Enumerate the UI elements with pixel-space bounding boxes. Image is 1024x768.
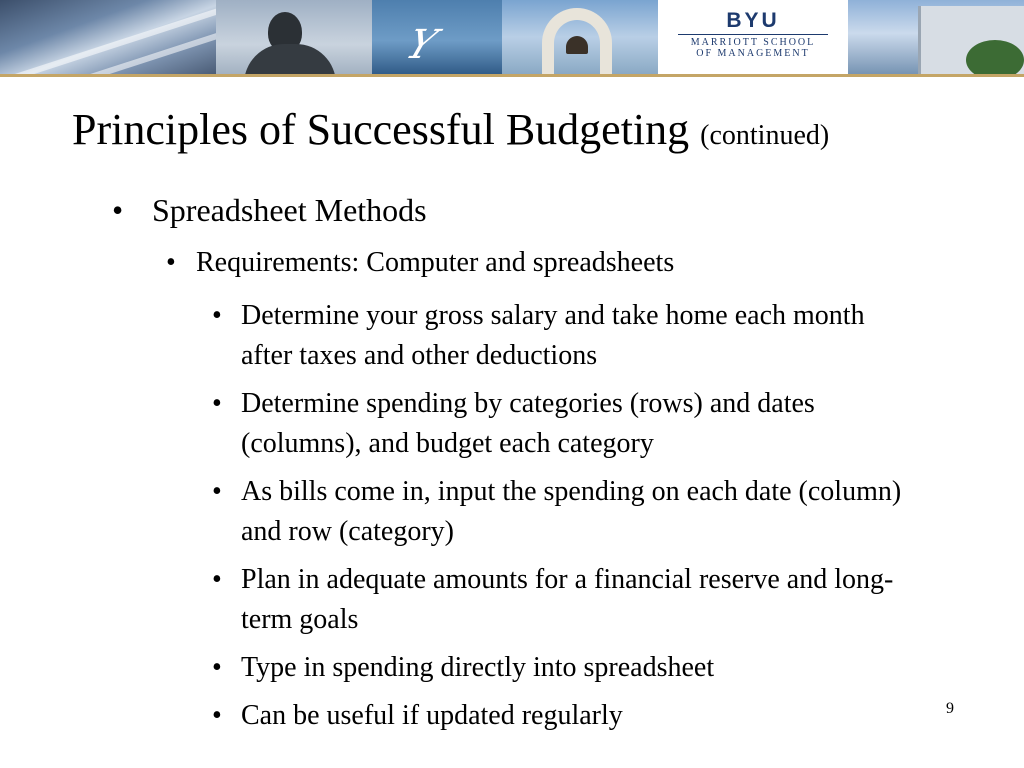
slide-title-suffix: (continued) [700,120,830,151]
bullet-icon: • [212,652,222,683]
banner-image-statue [216,0,372,74]
list-item [212,696,912,736]
bullet-list-level-1 [112,190,427,230]
slide-title-main: Principles of Successful Budgeting [72,105,690,154]
bullet-icon: • [212,388,222,419]
banner-image-bell-tower [502,0,658,74]
bullet-text: Spreadsheet Methods [152,192,427,228]
slide-title [72,104,829,155]
byu-marriott-logo [658,0,848,74]
header-banner [0,0,1024,74]
banner-image-mountain-y: Y [372,0,502,74]
bullet-text: As bills come in, input the spending on each date (column) and row (category) [241,476,902,547]
byu-logo-text: BYU [726,9,780,32]
bullet-icon: • [212,564,222,595]
bullet-icon: • [212,300,222,331]
bullet-icon: • [212,700,222,731]
bullet-text: Determine your gross salary and take home each month after taxes and other deductions [241,300,865,371]
bullet-text: Type in spending directly into spreadsheet [241,652,715,683]
bullet-text: Plan in adequate amounts for a financial reserve and long-term goals [241,564,894,635]
bullet-list-level-2 [166,246,674,280]
bullet-icon: • [212,476,222,507]
banner-divider [0,74,1024,77]
list-item [212,384,912,464]
list-item [212,560,912,640]
list-item [112,190,427,230]
list-item [212,472,912,552]
byu-logo-subtitle-1: MARRIOTT SCHOOL [690,37,816,48]
list-item [212,296,912,376]
page-number: 9 [946,700,954,717]
bullet-icon: • [166,247,176,278]
bullet-text: Determine spending by categories (rows) and dates (columns), and budget each category [241,388,815,459]
byu-logo-subtitle-2: OF MANAGEMENT [696,48,810,59]
banner-image-building [848,0,1024,74]
bullet-list-level-3 [212,296,912,744]
bullet-text: Requirements: Computer and spreadsheets [196,247,675,278]
bullet-text: Can be useful if updated regularly [241,700,623,731]
banner-image-architecture [0,0,216,74]
list-item [166,246,674,280]
list-item [212,648,912,688]
bullet-icon: • [112,192,124,228]
